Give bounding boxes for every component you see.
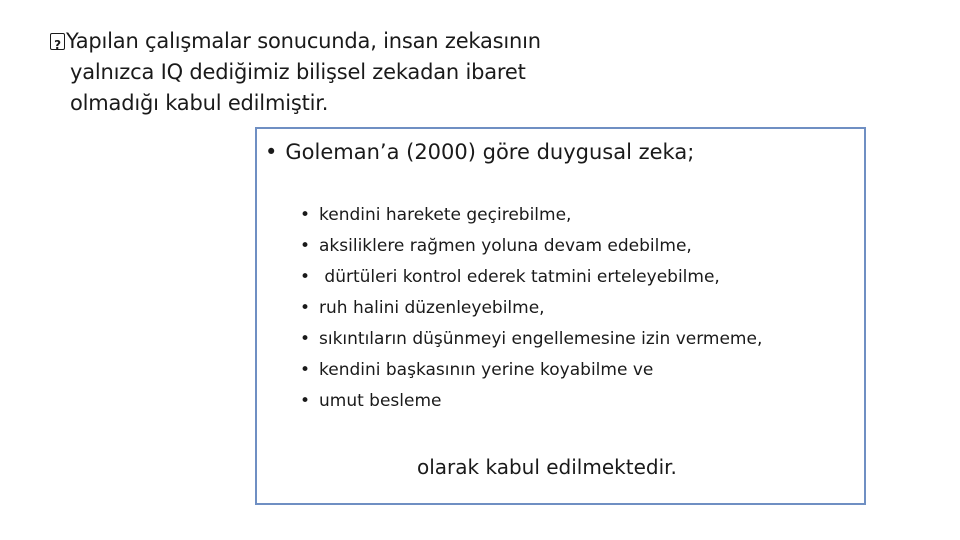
intro-line-3: olmadığı kabul edilmiştir. [70,91,329,115]
intro-paragraph [50,26,650,119]
heading-bullet: • [265,140,278,164]
list-item [300,324,762,355]
list-bullet: • [300,360,311,380]
list-item [300,355,762,386]
list-item [300,293,762,324]
list-bullet: • [300,391,311,411]
trait-list [300,200,762,417]
list-bullet: • [300,205,311,225]
list-item [300,231,762,262]
definition-box [255,127,866,505]
list-item-text: ruh halini düzenleyebilme, [319,298,545,318]
list-item-text: sıkıntıların düşünmeyi engellemesine izin vermeme, [319,329,763,349]
intro-line-1 [50,26,650,57]
list-bullet: • [300,298,311,318]
list-bullet: • [300,329,311,349]
box-heading [265,137,694,167]
list-item-text: umut besleme [319,391,442,411]
list-bullet: • [300,267,311,287]
list-item-text: kendini başkasının yerine koyabilme ve [319,360,654,380]
closing-text: olarak kabul edilmektedir. [417,455,677,479]
heading-text: Goleman’a (2000) göre duygusal zeka; [285,140,695,164]
list-item [300,200,762,231]
list-item [300,262,762,293]
missing-glyph-icon [50,33,65,50]
list-item-text: dürtüleri kontrol ederek tatmini erteleyebilme, [319,267,720,287]
intro-line-1-text: Yapılan çalışmalar sonucunda, insan zekasının [66,29,541,53]
intro-line-2: yalnızca IQ dediğimiz bilişsel zekadan ibaret [70,60,526,84]
list-item-text: aksiliklere rağmen yoluna devam edebilme, [319,236,692,256]
list-bullet: • [300,236,311,256]
list-item-text: kendini harekete geçirebilme, [319,205,572,225]
list-item [300,386,762,417]
